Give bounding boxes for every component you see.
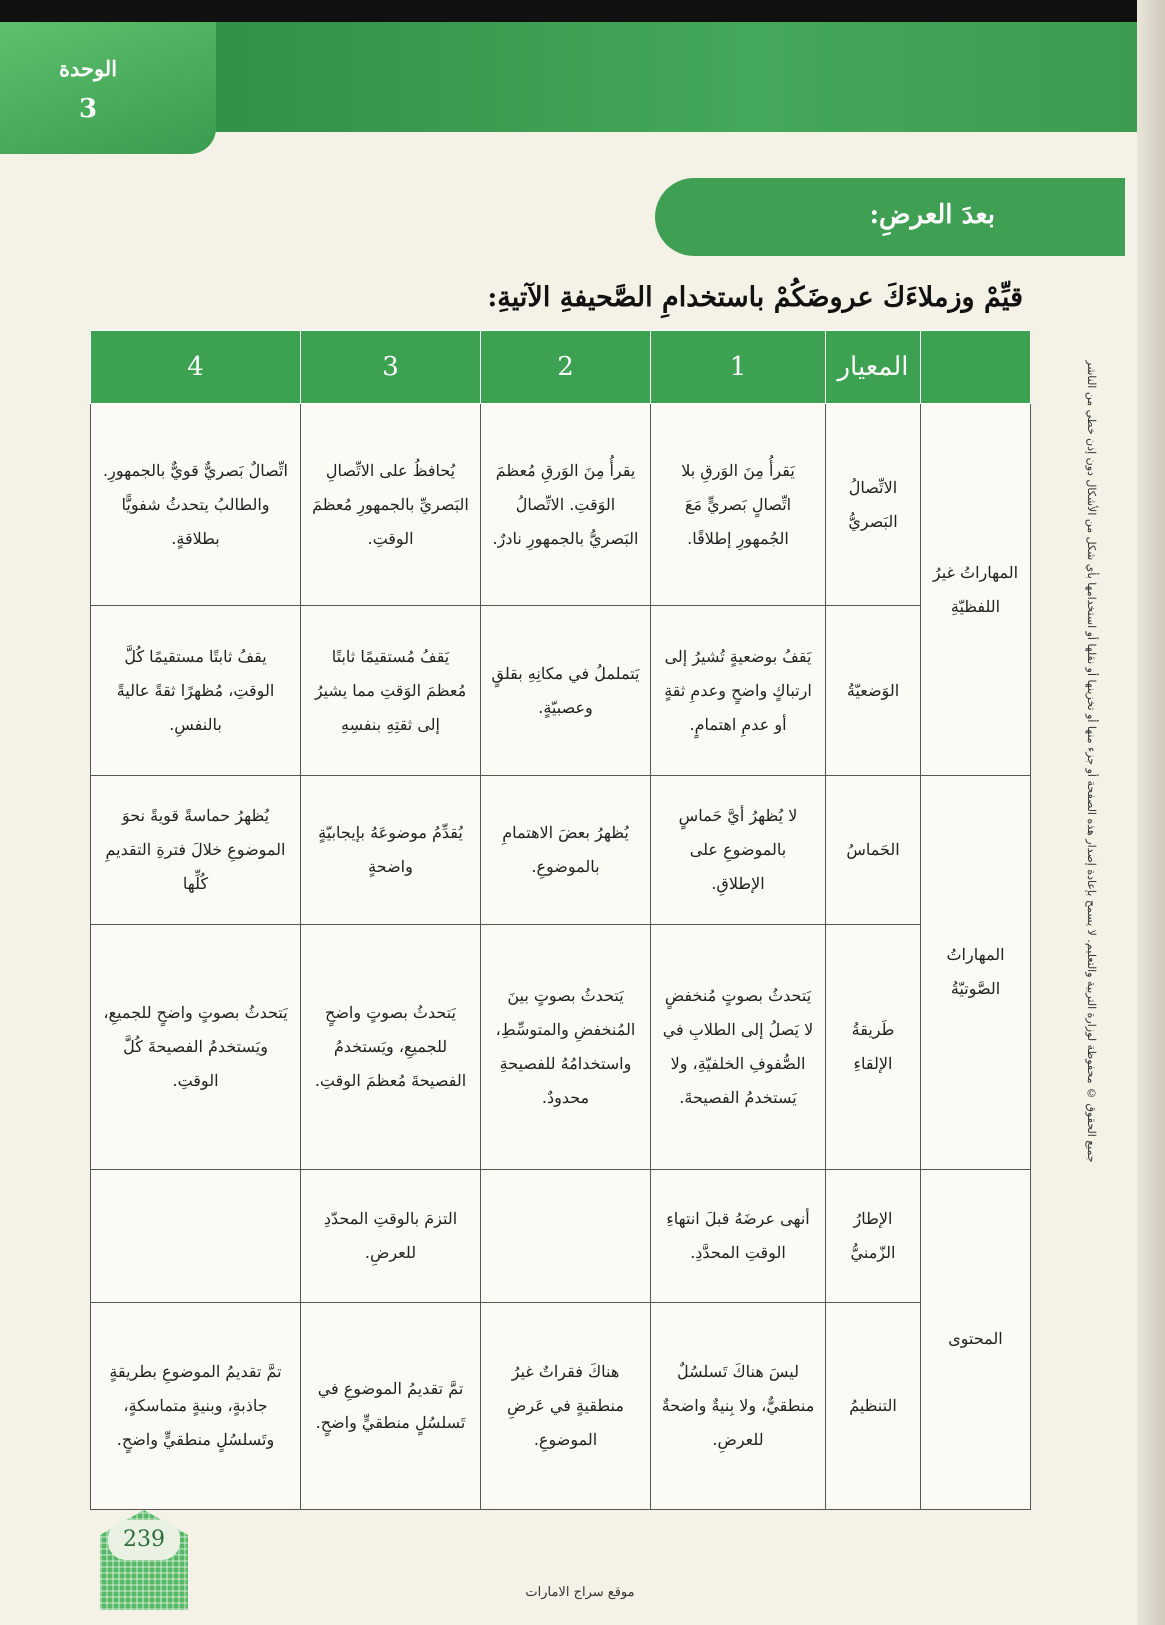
table-row — [91, 1169, 1031, 1302]
table-row — [91, 606, 1031, 776]
level-cell: اتِّصالٌ بَصريٌّ قويٌّ بالجمهورِ. والطالبُ يتحدثُ شفويًّا بطلاقةٍ. — [91, 404, 301, 606]
top-dark-strip — [0, 0, 1165, 22]
table-header-row — [91, 331, 1031, 404]
unit-tab — [0, 22, 216, 154]
level-cell: يقفُ ثابتًا مستقيمًا كُلَّ الوقتِ، مُظهرًا ثقةً عاليةً بالنفسِ. — [91, 606, 301, 776]
criterion-cell: التنظيمُ — [826, 1302, 921, 1509]
criterion-cell: الحَماسُ — [826, 776, 921, 925]
level-cell: يقرأُ مِنَ الوَرقِ مُعظمَ الوَقتِ. الاتِّصالُ البَصريُّ بالجمهورِ نادرٌ. — [481, 404, 651, 606]
instruction-text: قيِّمْ وزملاءَكَ عروضَكُمْ باستخدامِ الصَّحيفةِ الآتيةِ: — [487, 282, 1023, 313]
header-criterion: المعيار — [826, 331, 921, 404]
level-cell: أنهى عرضَهُ قبلَ انتهاءِ الوقتِ المحدَّدِ. — [651, 1169, 826, 1302]
level-cell: يَتململُ في مكانِهِ بقلقٍ وعصبيّةٍ. — [481, 606, 651, 776]
level-cell: ليسَ هناكَ تَسلسُلٌ منطقيٌّ، ولا بِنيةٌ واضحةٌ للعرضِ. — [651, 1302, 826, 1509]
level-cell: يُقدِّمُ موضوعَهُ بإيجابيّةٍ واضحةٍ — [301, 776, 481, 925]
footer-watermark-text: موقع سراج الامارات — [525, 1585, 635, 1600]
level-cell — [91, 1169, 301, 1302]
level-cell: يَقفُ بوضعيةٍ تُشيرُ إلى ارتباكٍ واضحٍ وعدمِ ثقةٍ أو عدمِ اهتمامٍ. — [651, 606, 826, 776]
page-binding-edge — [1137, 0, 1165, 1625]
table-row — [91, 1302, 1031, 1509]
level-cell: يَقفُ مُستقيمًا ثابتًا مُعظمَ الوَقتِ مما يشيرُ إلى ثقتِهِ بنفسِهِ — [301, 606, 481, 776]
level-cell — [481, 1169, 651, 1302]
group-nonverbal: المهاراتُ غيرُ اللفظيّةِ — [921, 404, 1031, 776]
level-cell: يُظهرُ بعضَ الاهتمامِ بالموضوعِ. — [481, 776, 651, 925]
page-number: 239 — [108, 1520, 180, 1560]
level-cell: يُظهرُ حماسةً قويةً نحوَ الموضوعِ خلالَ فترةِ التقديمِ كُلِّها — [91, 776, 301, 925]
level-cell: يُحافظُ على الاتِّصالِ البَصريِّ بالجمهورِ مُعظمَ الوقتِ. — [301, 404, 481, 606]
level-cell: يَتحدثُ بصوتٍ واضحٍ للجميعِ، ويَستخدمُ الفصيحةَ كُلَّ الوقتِ. — [91, 925, 301, 1170]
unit-label: الوحدة — [58, 56, 118, 81]
section-title: بعدَ العرضِ: — [869, 200, 995, 230]
criterion-cell: طَريقةُ الإلقاءِ — [826, 925, 921, 1170]
header-level-4: 4 — [91, 331, 301, 404]
table-row — [91, 404, 1031, 606]
criterion-cell: الاتِّصالُ البَصريُّ — [826, 404, 921, 606]
level-cell: تمَّ تقديمُ الموضوعِ بطريقةٍ جاذبةٍ، وبنيةٍ متماسكةٍ، وتَسلسُلٍ منطقيٍّ واضحٍ. — [91, 1302, 301, 1509]
criterion-cell: الوَضعيّةُ — [826, 606, 921, 776]
level-cell: تمَّ تقديمُ الموضوعِ في تَسلسُلٍ منطقيٍّ واضحٍ. — [301, 1302, 481, 1509]
level-cell: لا يُظهرُ أيَّ حَماسٍ بالموضوعِ على الإطلاقِ. — [651, 776, 826, 925]
rubric-table — [90, 330, 1031, 1510]
table-row — [91, 925, 1031, 1170]
copyright-side-note: جميع الحقوق © محفوظة لوزارة التربية والتعليم. لا يسمح بإعادة إصدار هذه الصفحة أو جزء منها أو تخزينها أو نقلها أو استخدامها بأي شكل من الأشكال دون إذن خطي من الناشر — [1085, 360, 1098, 1163]
table-row — [91, 776, 1031, 925]
unit-number: 3 — [78, 94, 98, 124]
level-cell: التزمَ بالوقتِ المحدّدِ للعرضِ. — [301, 1169, 481, 1302]
header-level-3: 3 — [301, 331, 481, 404]
group-content: المحتوى — [921, 1169, 1031, 1509]
level-cell: يَقرأُ مِنَ الوَرقِ بلا اتِّصالٍ بَصريٍّ مَعَ الجُمهورِ إطلاقًا. — [651, 404, 826, 606]
level-cell: يَتحدثُ بصوتٍ واضحٍ للجميعِ، ويَستخدمُ الفصيحةَ مُعظمَ الوقتِ. — [301, 925, 481, 1170]
level-cell: يَتحدثُ بصوتٍ مُنخفضٍ لا يَصلُ إلى الطلابِ في الصُّفوفِ الخلفيّةِ، ولا يَستخدمُ الفصيحةَ. — [651, 925, 826, 1170]
section-title-pill — [655, 178, 1125, 256]
header-group — [921, 331, 1031, 404]
group-vocal: المهاراتُ الصَّوتيّةُ — [921, 776, 1031, 1169]
header-level-1: 1 — [651, 331, 826, 404]
level-cell: هناكَ فقراتٌ غيرُ منطقيةٍ في عَرضِ الموضوعِ. — [481, 1302, 651, 1509]
header-level-2: 2 — [481, 331, 651, 404]
header-band — [150, 22, 1150, 132]
level-cell: يَتحدثُ بصوتٍ بينَ المُنخفضِ والمتوسِّطِ، واستخدامُهُ للفصيحةِ محدودٌ. — [481, 925, 651, 1170]
criterion-cell: الإطارُ الزّمنيُّ — [826, 1169, 921, 1302]
